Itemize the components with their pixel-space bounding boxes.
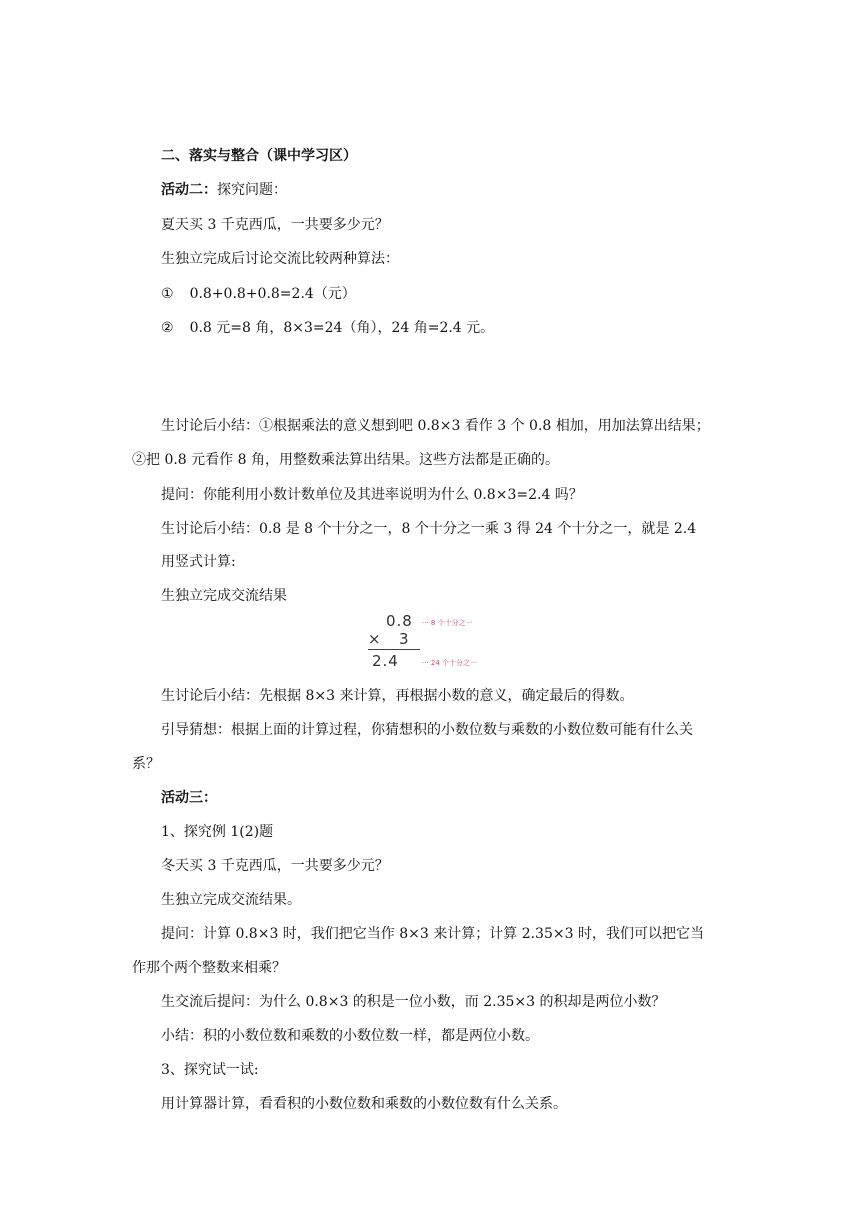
activity2-instruction: 生独立完成后讨论交流比较两种算法：: [161, 251, 399, 267]
activity3-followup: 生交流后提问：为什么 0.8×3 的积是一位小数，而 2.35×3 的积却是两位小数？: [161, 994, 666, 1010]
summary1-line1: 生讨论后小结：①根据乘法的意义想到吧 0.8×3 看作 3 个 0.8 相加，用加法算出结果；: [161, 418, 710, 434]
summary1-line2: ②把 0.8 元看作 8 角，用整数乘法算出结果。这些方法都是正确的。: [132, 452, 559, 468]
independent-exchange: 生独立完成交流结果: [161, 588, 287, 604]
activity3-item3-title: 3、探究试一试:: [161, 1062, 259, 1078]
summary2: 生讨论后小结：0.8 是 8 个十分之一，8 个十分之一乘 3 得 24 个十分之一，就是 2.4: [161, 521, 697, 537]
activity3-problem: 冬天买 3 千克西瓜，一共要多少元？: [161, 858, 389, 874]
activity3-summary: 小结：积的小数位数和乘数的小数位数一样，都是两位小数。: [161, 1028, 539, 1044]
activity3-heading: 活动三：: [161, 790, 217, 806]
activity2-heading-line: [161, 180, 287, 200]
method2-marker: ②: [161, 320, 174, 336]
product: 2.4: [372, 652, 399, 670]
activity3-item1-title: 1、探究例 1(2)题: [161, 824, 274, 840]
multiply-operator: ×: [368, 630, 382, 648]
multiplicand-note: ··· 8 个十分之一: [422, 619, 473, 627]
multiplicand: 0.8: [386, 612, 413, 630]
activity2-problem: 夏天买 3 千克西瓜，一共要多少元？: [161, 217, 389, 233]
activity3-item3-task: 用计算器计算，看看积的小数位数和乘数的小数位数有什么关系。: [161, 1096, 567, 1112]
multiplier: 3: [399, 630, 410, 648]
guess-line1: 引导猜想：根据上面的计算过程，你猜想积的小数位数与乘数的小数位数可能有什么关: [161, 722, 693, 738]
method1-marker: ①: [161, 286, 174, 302]
product-note: ··· 24 个十分之一: [422, 659, 478, 667]
guess-line2: 系？: [132, 756, 160, 772]
method1-text: 0.8+0.8+0.8=2.4（元）: [189, 286, 356, 302]
calc-divider: [368, 649, 420, 650]
section-title: 二、落实与整合（课中学习区）: [161, 148, 357, 164]
activity2-heading-rest: 探究问题：: [217, 182, 287, 198]
activity2-heading: 活动二：: [161, 182, 217, 198]
vertical-calc-intro: 用竖式计算:: [161, 554, 236, 570]
method2-text: 0.8 元=8 角，8×3=24（角），24 角=2.4 元。: [189, 320, 495, 336]
question1: 提问：你能利用小数计数单位及其进率说明为什么 0.8×3=2.4 吗？: [161, 487, 583, 503]
activity3-exchange: 生独立完成交流结果。: [161, 892, 301, 908]
activity3-question-line1: 提问：计算 0.8×3 时，我们把它当作 8×3 来计算；计算 2.35×3 时，我们可以把它当: [161, 926, 704, 942]
summary3: 生讨论后小结：先根据 8×3 来计算，再根据小数的意义，确定最后的得数。: [161, 688, 634, 704]
activity3-question-line2: 作那个两个整数来相乘？: [132, 960, 286, 976]
method2-line: [161, 318, 494, 338]
method1-line: [161, 284, 356, 304]
vertical-calculation: [366, 612, 506, 672]
